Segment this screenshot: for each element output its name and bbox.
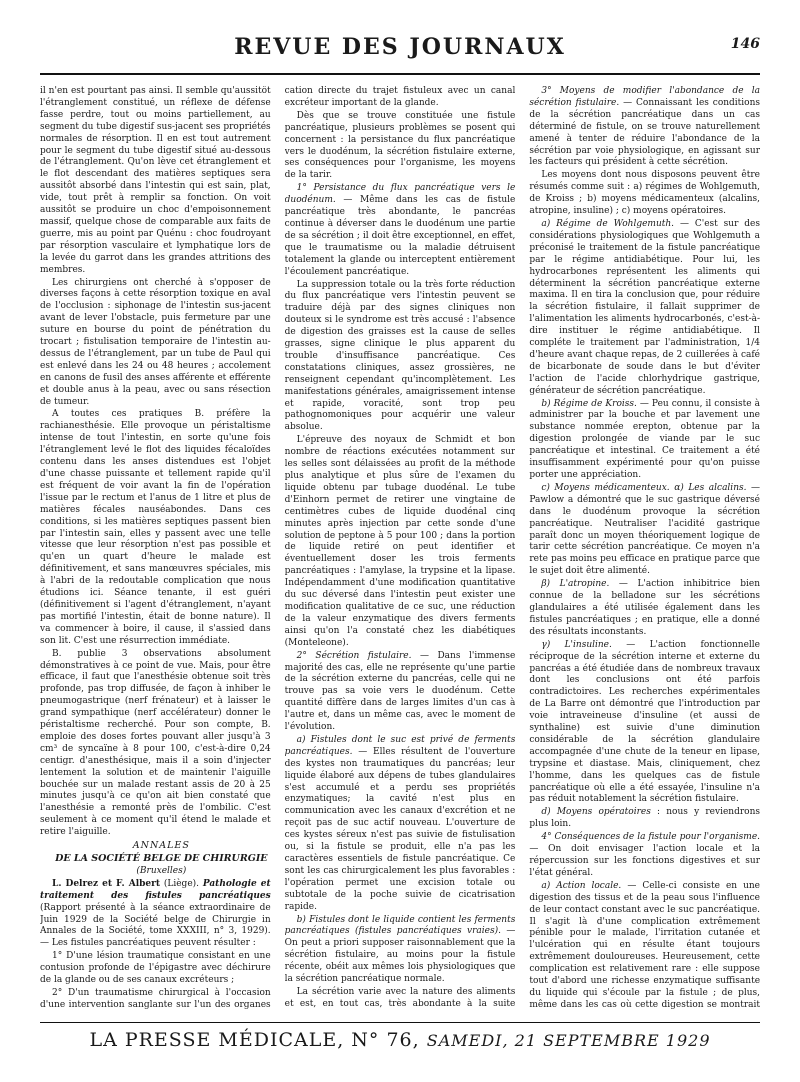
paragraph-lead: b) Régime de Kroiss. [541, 398, 637, 409]
paragraph-body: — Connaissant les conditions de la sécrétion pancréatique dans un cas déterminé de fistule, on se trouve naturellement amené à tenter de réduire l'abondance de la sécrétion par voie physiologique, en agissant sur les facteurs qui président à cette sécrétion. [529, 97, 761, 168]
paragraph [529, 86, 760, 169]
paragraph-body: — Elles résultent de l'ouverture des kystes non traumatiques du pancréas; leur liquide élaboré aux dépens de tubes glandulaires s'est accumulé et a perdu ses propriétés enzymatiques; la cavité n'est plus en communication avec les canaux d'excrétion et ne reçoit pas de suc actif nouveau. L'ouverture de ces kystes séreux n'est pas suivie de fistulisation ou, si la fistule se produit, elle n'a pas les caractères essentiels de fistule pancréatique. Ce sont les cas chirurgicalement les plus favorables : l'opération permet une excision totale ou subtotale de la poche suivie de cicatrisation rapide. [284, 746, 516, 912]
paragraph-lead: 3° Moyens de modifier l'abondance de la sécrétion fistulaire. [529, 86, 761, 108]
paragraph [529, 399, 760, 482]
paragraph: La suppression totale ou la très forte réduction du flux pancréatique vers l'intestin peuvent se traduire déjà par des signes cliniques non douteux si le syndrome est très accusé : l'absence de digestion des graisses est la cause de selles grasses, signe clinique le plus apparent du trouble d'insuffisance pancréatique. Ces constatations cliniques, assez grossières, ne renseignent cependant qu'incomplètement. Les manifestations générales, amaigrissement intense et rapide, voracité, sont trop peu pathognomoniques pour acquérir une valeur absolue. [284, 279, 516, 433]
text-columns [40, 86, 760, 1011]
section-title: ANNALES [132, 840, 190, 852]
column-left [40, 86, 271, 1011]
paragraph-body: — Même dans les cas de fistule pancréatique très abondante, le pancréas continue à déverser dans le duodénum une partie de sa sécrétion ; il doit être exceptionnel, en effet, que le traumatisme ou la maladie détruisent totalement la glande ou interceptent entièrement l'écoulement pancréatique. [284, 195, 516, 277]
paragraph [529, 807, 760, 831]
paragraph-body: — C'est sur des considérations physiologiques que Wohlgemuth a préconisé le traitement de la fistule pancréatique par le régime antidiabétique. Pour lui, les hydrocarbones représentent les aliments qui déterminent la sécrétion pancréatique externe maxima. Il en tira la conclusion que, pour réduire la sécrétion fistulaire, il fallait supprimer de l'alimentation les aliments hydrocarbonés, c'est-à-dire instituer le régime antidiabétique. Il compléte le traitement par l'administration, 1/4 d'heure avant chaque repas, de 2 cuillerées à café de bicarbonate de soude dans le but d'éviter l'action de l'acide chlorhydrique gastrique, générateur de sécrétion pancréatique. [529, 218, 761, 396]
paragraph [285, 915, 516, 986]
paragraph-body: — Peu connu, il consiste à administrer par la bouche et par lavement une substance nommée erepton, obtenue par la digestion prolongée de viande par le suc pancréatique et intestinal. Ce traitement a été insuffisamment expérimenté pour qu'on puisse porter une appréciation. [529, 398, 761, 480]
section-location: (Bruxelles) [136, 865, 187, 876]
column-middle [285, 86, 516, 1011]
paragraph-lead: γ) L'insuline. [541, 639, 612, 650]
paragraph-lead: a) Action locale. [541, 880, 622, 891]
header-rule [40, 73, 760, 75]
paragraph: il n'en est pourtant pas ainsi. Il semble qu'aussitôt l'étranglement constitué, un réflexe de défense fasse perdre, tout ou moins partiellement, au segment du tube digestif sus-jacent ses propriétés normales de résorption. Il en est tout autrement pour le segment du tube digestif situé au-dessous de l'étranglement. Qu'on lève cet étranglement et le flot descendant des matières septiques sera aussitôt absorbé dans l'intestin qui est sain, plat, vide, tout prêt à remplir sa fonction. On voit aussitôt se produire un choc d'empoisonnement massif, quelque chose de comparable aux faits de guerre, mis au point par Quénu : choc foudroyant par résorption vasculaire et lymphatique lors de la levée du garrot dans les grandes attritions des membres. [40, 86, 271, 275]
paragraph: La sécrétion varie avec la nature des aliments et est, en tout cas, très abondante à la suite [284, 986, 516, 1009]
running-title: REVUE DES JOURNAUX [234, 34, 566, 60]
paragraph [529, 579, 760, 639]
paragraph [529, 219, 760, 398]
paragraph-body: — L'action inhibitrice bien connue de la belladone sur les sécrétions glandulaires a été utilisée également dans les fistules pancréatiques ; en pratique, elle a donné des résultats inconstants. [529, 579, 761, 637]
list-item: 1° D'une lésion traumatique consistant en une contusion profonde de l'épigastre avec déchirure de la glande ou de ses canaux excréteurs ; [40, 951, 271, 986]
column-right [529, 86, 760, 1011]
paragraph: Les moyens dont nous disposons peuvent être résumés comme suit : a) régimes de Wohlgemuth, de Kroiss ; b) moyens médicamenteux (alcalins, atropine, insuline) ; c) moyens opératoires. [529, 170, 761, 217]
footer-line [40, 1029, 760, 1051]
paragraph [529, 640, 760, 807]
paragraph [529, 881, 760, 1011]
paragraph-lead: β) L'atropine. [541, 579, 610, 590]
paragraph-body: — Celle-ci consiste en une digestion des tissus et de la peau sous l'influence de leur contact constant avec le suc pancréatique. Il s'agit là d'une complication extrêmement pénible pour le malade, l'irritation cutanée et l'ulcération qui en résulte étant toujours extrêmement douloureuses. Heureusement, cette complication est relativement rare : elle suppose tout d'abord une richesse enzymatique suffisante du liquide qui s'écoule par la fistule ; de plus, même dans les cas où cette digestion se montrait [529, 880, 761, 1010]
paragraph-body: — Dans l'immense majorité des cas, elle ne représente qu'une partie de la sécrétion externe du pancréas, celle qui ne trouve pas sa voie vers le duodénum. Cette quantité diffère dans de larges limites d'un cas à l'autre et, dans un même cas, avec le moment de l'évolution. [284, 650, 516, 733]
paragraph-body: : nous y reviendrons plus loin. [529, 807, 760, 830]
paragraph-lead: c) Moyens médicamenteux. α) Les alcalins. [541, 482, 747, 493]
paragraph-lead: a) Fistules dont le suc est privé de ferments pancréatiques. [284, 734, 516, 757]
paragraph [529, 832, 760, 880]
footer-date: SAMEDI, 21 SEPTEMBRE 1929 [426, 1031, 711, 1050]
paragraph-lead: b) Fistules dont le liquide contient les ferments pancréatiques (fistules pancréatiques vraies). [284, 914, 516, 937]
article-place: (Liège). [163, 878, 200, 889]
article-intro [40, 879, 271, 950]
paragraph: Les chirurgiens ont cherché à s'opposer de diverses façons à cette résorption toxique en aval de l'occlusion : siphonage de l'intestin sus-jacent avant de lever l'obstacle, puis fermeture par une suture en bourse du point de pénétration du trocart ; fistulisation temporaire de l'intestin au-dessus de l'étranglement, par un tube de Paul qui est enlevé dans les 24 ou 48 heures ; accolement en canons de fusil des anses afférente et efférente et double anus à la peau, avec ou sans résection de tumeur. [40, 277, 271, 407]
paragraph-lead: 1° Persistance du flux pancréatique vers le duodénum. [284, 183, 516, 206]
article-authors: L. Delrez et F. Albert [52, 878, 161, 889]
paragraph [529, 483, 760, 578]
paragraph: cation directe du trajet fistuleux avec un canal excréteur important de la glande. [284, 86, 516, 108]
article-title: Pathologie et traitement des fistules pancréatiques [40, 878, 271, 901]
footer-journal: LA PRESSE MÉDICALE, N° 76, [89, 1029, 420, 1051]
paragraph: A toutes ces pratiques B. préfère la rachianesthésie. Elle provoque un péristaltisme intense de tout l'intestin, en sorte qu'une fois l'étranglement levé le flot des liquides fécaloïdes contenu dans les anses distendues est l'objet d'une chasse puissante et tellement rapide qu'il est fréquent de voir avant la fin de l'opération l'issue par le rectum et l'anus de 1 litre et plus de matières fécales nauséabondes. Dans ces conditions, si les matières septiques passent bien par l'intestin sain, elles y passent avec une telle vitesse que leur résorption n'est pas possible et qu'en un quart d'heure le malade est définitivement, et sans manœuvres spéciales, mis à l'abri de la redoutable complication que nous étudions ici. Séance tenante, il est guéri (définitivement si l'agent d'étranglement, n'ayant pas mortifié l'intestin, était de bonne nature). Il va commencer à boire, il cause, il s'assied dans son lit. C'est une résurrection immédiate. [40, 409, 271, 646]
paragraph-body: — L'action fonctionnelle réciproque de la sécrétion interne et externe du pancréas a été étudiée dans de nombreux travaux dont les conclusions ont été parfois contradictoires. Les recherches expérimentales de La Barre ont démontré que l'introduction par voie intraveineuse d'insuline (et aussi de synthaline) est suivie d'une diminution considérable de la sécrétion glandulaire accompagnée d'une chute de la teneur en lipase, trypsine et diastase. Mais, cliniquement, chez l'homme, dans les quelques cas de fistule pancréatique où elle a été essayée, l'insuline n'a pas réduit notablement la sécrétion fistulaire. [529, 639, 761, 805]
paragraph [285, 651, 516, 734]
section-subtitle: DE LA SOCIÉTÉ BELGE DE CHIRURGIE [55, 853, 268, 864]
page-number: 146 [730, 36, 760, 52]
paragraph: L'épreuve des noyaux de Schmidt et bon nombre de réactions exécutées notamment sur les selles sont délaissées au profit de la méthode plus analytique et plus sûre de l'examen du liquide obtenu par tubage duodénal. Le tube d'Einhorn permet de retirer une vingtaine de centimètres cubes de liquide duodénal cinq minutes après injection par cette sonde d'une solution de peptone à 5 pour 100 ; dans la portion de liquide retiré on peut identifier et éventuellement doser les trois ferments pancréatiques : l'amylase, la trypsine et la lipase. Indépendamment d'une modification quantitative du suc déversé dans l'intestin peut exister une modification qualitative de ce suc, une réduction de la valeur enzymatique des divers ferments ainsi qu'on l'a constaté chez les diabétiques (Monteleone). [284, 435, 516, 648]
page-footer [40, 1022, 760, 1063]
paragraph [285, 183, 516, 278]
paragraph-body: — Pawlow a démontré que le suc gastrique déversé dans le duodénum provoque la sécrétion pancréatique. Neutraliser l'acidité gastrique paraît donc un moyen théoriquement logique de tarir cette sécrétion pancréatique. Ce moyen n'a rete pas moins peu efficace en pratique parce que le sujet doit être alimenté. [529, 482, 761, 577]
paragraph: B. publie 3 observations absolument démonstratives à ce point de vue. Mais, pour être efficace, il faut que l'anesthésie obtenue soit très profonde, pas trop diffusée, de façon à inhiber le pneumogastrique (nerf frénateur) et à laisser le grand sympathique (nerf accélérateur) donner le péristaltisme recherché. Pour son compte, B. emploie des doses fortes pouvant aller jusqu'à 3 cm³ de syncaïne à 8 pour 100, c'est-à-dire 0,24 centigr. d'anesthésique, mais il a soin d'injecter lentement la solution et de maintenir l'aiguille bouchée sur un malade restant assis de 20 à 25 minutes jusqu'à ce qu'on ait bien constaté que l'anesthésie a remonté près de l'ombilic. C'est seulement à ce moment qu'il étend le malade et retire l'aiguille. [40, 648, 271, 838]
article-citation: (Rapport présenté à la séance extraordinaire de Juin 1929 de la Société belge de Chirurgie in Annales de la Société, tome XXXIII, n° 3, 1929). — Les fistules pancréatiques peuvent résulter : [40, 902, 271, 949]
list-item: 2° D'un traumatisme chirurgical à l'occasion d'une intervention sanglante sur l'un des organes [40, 987, 271, 1010]
paragraph-body: — On doit envisager l'action locale et la répercussion sur les fonctions digestives et sur l'état général. [529, 844, 761, 878]
paragraph-lead: d) Moyens opératoires [541, 807, 651, 818]
page-header [40, 30, 760, 70]
paragraph-body: — On peut a priori supposer raisonnablement que la sécrétion fistulaire, au moins pour la fistule récente, obéit aux mêmes lois physiologiques que la sécrétion pancréatique normale. [284, 926, 516, 985]
paragraph-lead: 4° Conséquences de la fistule pour l'organisme. [541, 832, 761, 843]
paragraph-lead: 2° Sécrétion fistulaire. [296, 650, 412, 661]
paragraph [285, 735, 516, 914]
paragraph-lead: a) Régime de Wohlgemuth. [541, 218, 675, 229]
paragraph: Dès que se trouve constituée une fistule pancréatique, plusieurs problèmes se posent qui concernent : la persistance du flux pancréatique vers le duodénum, la sécrétion fistulaire externe, ses conséquences pour l'organisme, les moyens de la tarir. [284, 110, 516, 181]
